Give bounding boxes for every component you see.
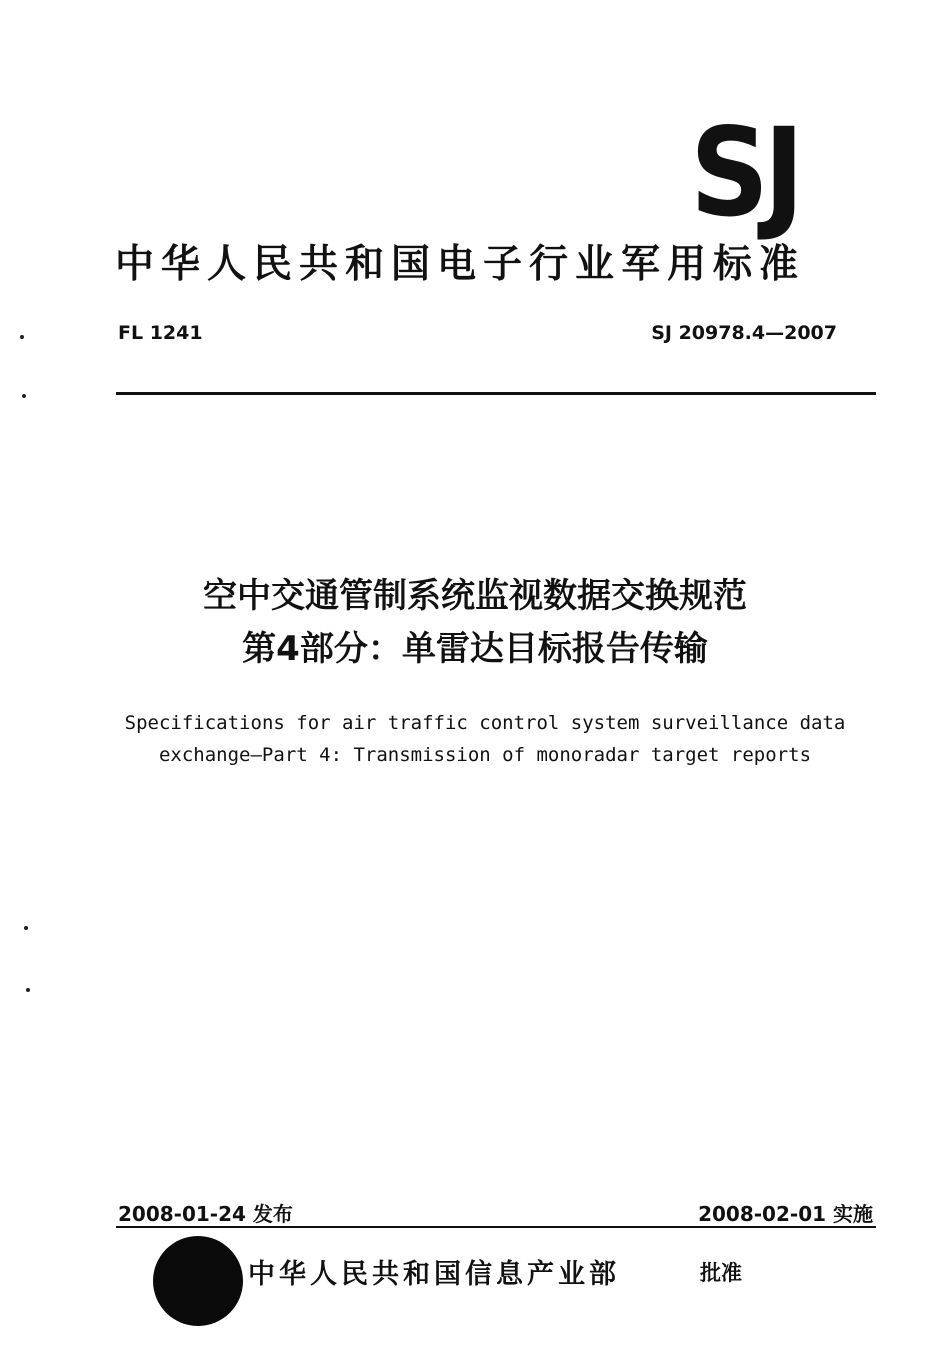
footer-divider — [116, 1226, 876, 1228]
issue-date: 2008-01-24 发布 — [118, 1202, 293, 1226]
implementation-date: 2008-02-01 实施 — [698, 1202, 873, 1226]
classification-code: FL 1241 — [118, 322, 203, 344]
standard-number: SJ 20978.4—2007 — [651, 322, 837, 344]
seal-stamp — [153, 1236, 243, 1326]
sj-logo: SJ — [690, 102, 800, 244]
title-english-line1: Specifications for air traffic control system surveillance data — [124, 712, 846, 734]
header-divider — [116, 392, 876, 395]
scan-speck — [26, 988, 30, 992]
title-chinese-line2: 第4部分：单雷达目标报告传输 — [242, 629, 708, 669]
scan-speck — [22, 394, 26, 398]
approving-authority: 中华人民共和国信息产业部 — [248, 1259, 620, 1290]
organization-title: 中华人民共和国电子行业军用标准 — [115, 242, 806, 287]
scan-speck — [24, 926, 28, 930]
scan-speck — [20, 335, 24, 339]
approval-label: 批准 — [700, 1261, 742, 1285]
title-chinese-line1: 空中交通管制系统监视数据交换规范 — [203, 576, 747, 616]
title-english-line2: exchange—Part 4: Transmission of monoradar target reports — [158, 744, 812, 766]
